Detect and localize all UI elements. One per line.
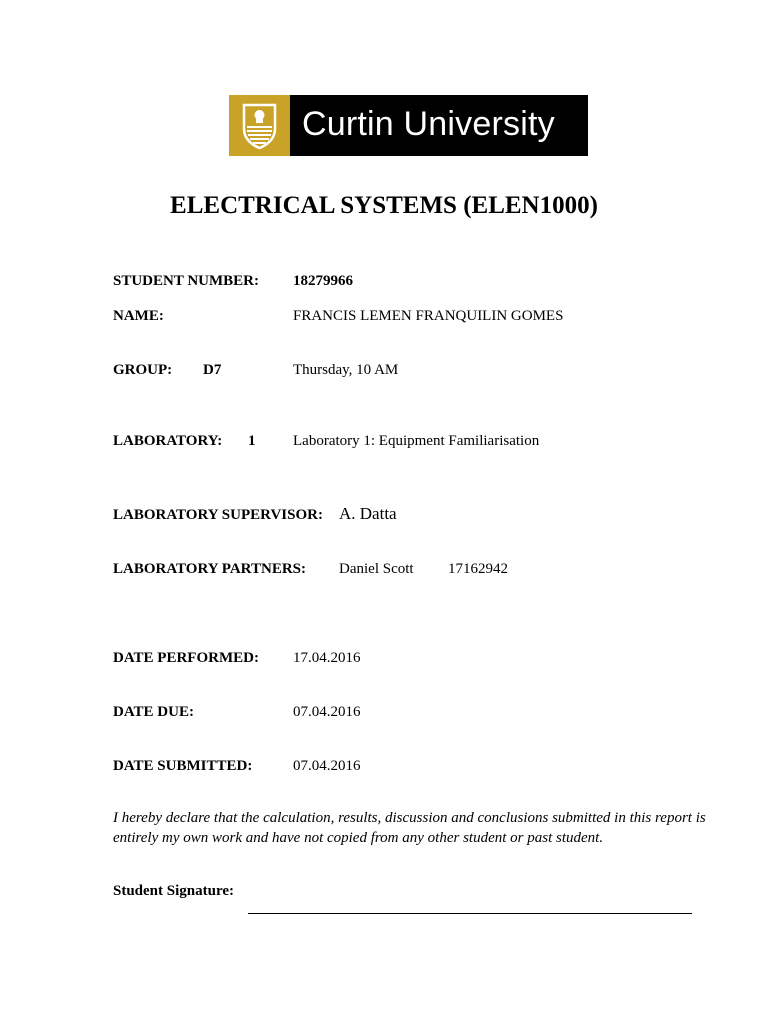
supervisor-value: A. Datta: [339, 504, 397, 523]
partner-name: Daniel Scott: [339, 561, 414, 577]
curtin-logo: [229, 95, 588, 156]
document-title: ELECTRICAL SYSTEMS (ELEN1000): [170, 192, 598, 219]
date-performed-label: DATE PERFORMED:: [113, 650, 259, 666]
partners-label: LABORATORY PARTNERS:: [113, 561, 306, 577]
curtin-crest-icon: [229, 95, 290, 156]
date-submitted-label: DATE SUBMITTED:: [113, 758, 253, 774]
name-value: FRANCIS LEMEN FRANQUILIN GOMES: [293, 308, 564, 324]
laboratory-label: LABORATORY:: [113, 433, 223, 449]
date-submitted-value: 07.04.2016: [293, 758, 361, 774]
supervisor-label: LABORATORY SUPERVISOR:: [113, 507, 323, 523]
date-due-value: 07.04.2016: [293, 704, 361, 720]
date-due-label: DATE DUE:: [113, 704, 194, 720]
name-label: NAME:: [113, 308, 164, 324]
laboratory-value: Laboratory 1: Equipment Familiarisation: [293, 433, 540, 449]
student-number-label: STUDENT NUMBER:: [113, 273, 259, 289]
partner-id: 17162942: [448, 561, 508, 577]
declaration-text: I hereby declare that the calculation, results, discussion and conclusions submitted in this report is entirely my own work and have not copied from any other student or past student.: [113, 810, 706, 846]
signature-label: Student Signature:: [113, 883, 234, 899]
group-label: GROUP:: [113, 362, 173, 378]
laboratory-number: 1: [248, 433, 256, 449]
group-value: Thursday, 10 AM: [293, 362, 399, 378]
signature-line: [248, 913, 692, 914]
date-performed-value: 17.04.2016: [293, 650, 361, 666]
logo-text: Curtin University: [302, 105, 555, 143]
student-number-value: 18279966: [293, 273, 353, 289]
group-code: D7: [203, 362, 222, 378]
